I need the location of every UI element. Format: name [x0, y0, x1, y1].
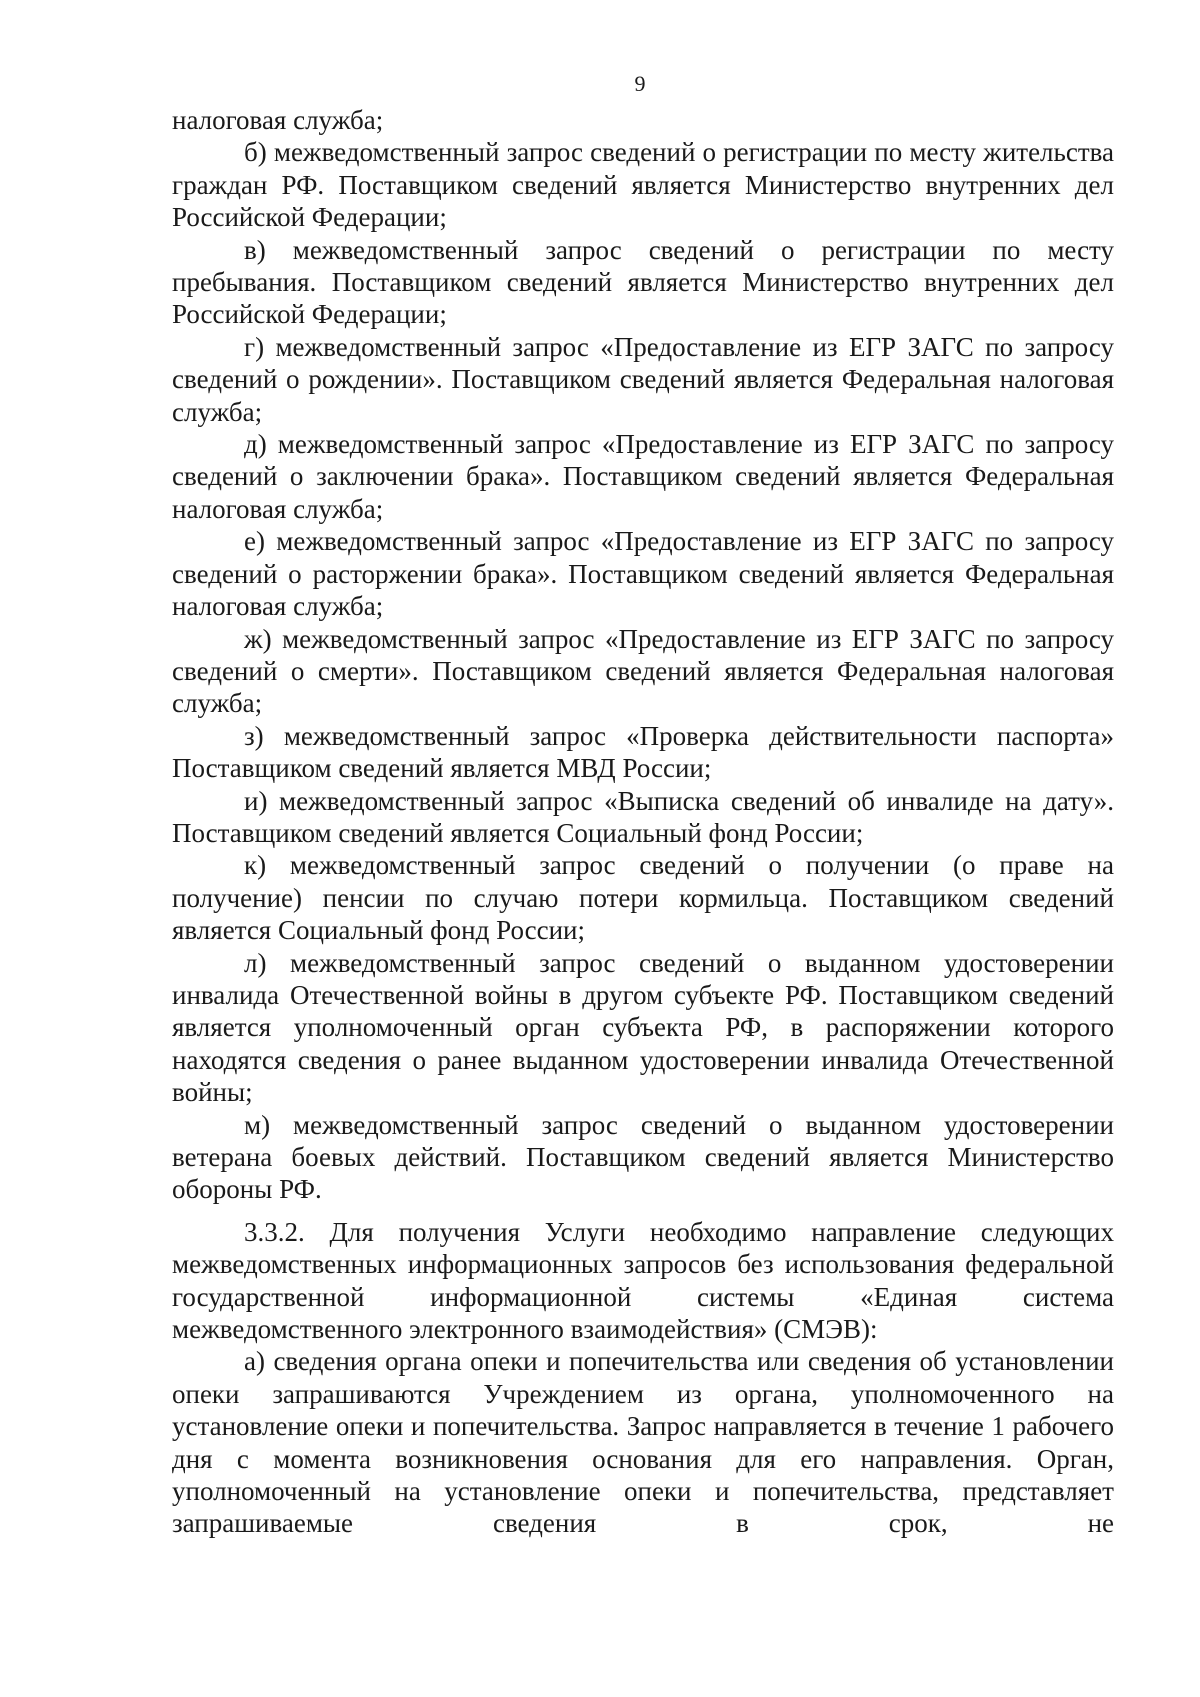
- page-number: 9: [634, 71, 646, 96]
- list-item-b: б) межведомственный запрос сведений о регистрации по месту жительства граждан РФ. Поставщиком сведений является Министерство внутренних дел Российской Федерации;: [172, 137, 1114, 233]
- list-item-zh: ж) межведомственный запрос «Предоставление из ЕГР ЗАГС по запросу сведений о смерти». Поставщиком сведений является Федеральная налоговая служба;: [172, 623, 1114, 719]
- list-item-i: и) межведомственный запрос «Выписка сведений об инвалиде на дату». Поставщиком сведений является Социальный фонд России;: [172, 785, 1114, 848]
- list-item-v: в) межведомственный запрос сведений о регистрации по месту пребывания. Поставщиком сведений является Министерство внутренних дел Российской Федерации;: [172, 234, 1114, 330]
- paragraph-continuation: налоговая служба;: [172, 105, 384, 135]
- list-item-a: а) сведения органа опеки и попечительства или сведения об установлении опеки запрашиваются Учреждением из органа, уполномоченного на установление опеки и попечительства. Запрос направляется в течение 1 рабочего дня с момента возникновения основания для его направления. Орган, уполномоченный на установление опеки и попечительства, представляет запрашиваемые сведения в срок, не: [172, 1346, 1114, 1539]
- list-item-k: к) межведомственный запрос сведений о получении (о праве на получение) пенсии по случаю потери кормильца. Поставщиком сведений является Социальный фонд России;: [172, 850, 1114, 946]
- list-item-d: д) межведомственный запрос «Предоставление из ЕГР ЗАГС по запросу сведений о заключении брака». Поставщиком сведений является Федеральная налоговая служба;: [172, 429, 1114, 524]
- list-item-e: е) межведомственный запрос «Предоставление из ЕГР ЗАГС по запросу сведений о расторжении брака». Поставщиком сведений является Федеральная налоговая служба;: [172, 526, 1114, 622]
- list-item-g: г) межведомственный запрос «Предоставление из ЕГР ЗАГС по запросу сведений о рождении». Поставщиком сведений является Федеральная налоговая служба;: [172, 331, 1114, 427]
- list-item-m: м) межведомственный запрос сведений о выданном удостоверении ветерана боевых действий. Поставщиком сведений является Министерство обороны РФ.: [172, 1109, 1114, 1205]
- section-3-3-2: 3.3.2. Для получения Услуги необходимо направление следующих межведомственных информационных запросов без использования федеральной государственной информационной системы «Единая система межведомственного электронного взаимодействия» (СМЭВ):: [172, 1216, 1114, 1345]
- document-page: [172, 64, 1114, 1540]
- list-item-z: з) межведомственный запрос «Проверка действительности паспорта» Поставщиком сведений является МВД России;: [172, 720, 1114, 784]
- list-item-l: л) межведомственный запрос сведений о выданном удостоверении инвалида Отечественной войны в другом субъекте РФ. Поставщиком сведений является уполномоченный орган субъекта РФ, в распоряжении которого находятся сведения о ранее выданном удостоверении инвалида Отечественной войны;: [172, 947, 1114, 1108]
